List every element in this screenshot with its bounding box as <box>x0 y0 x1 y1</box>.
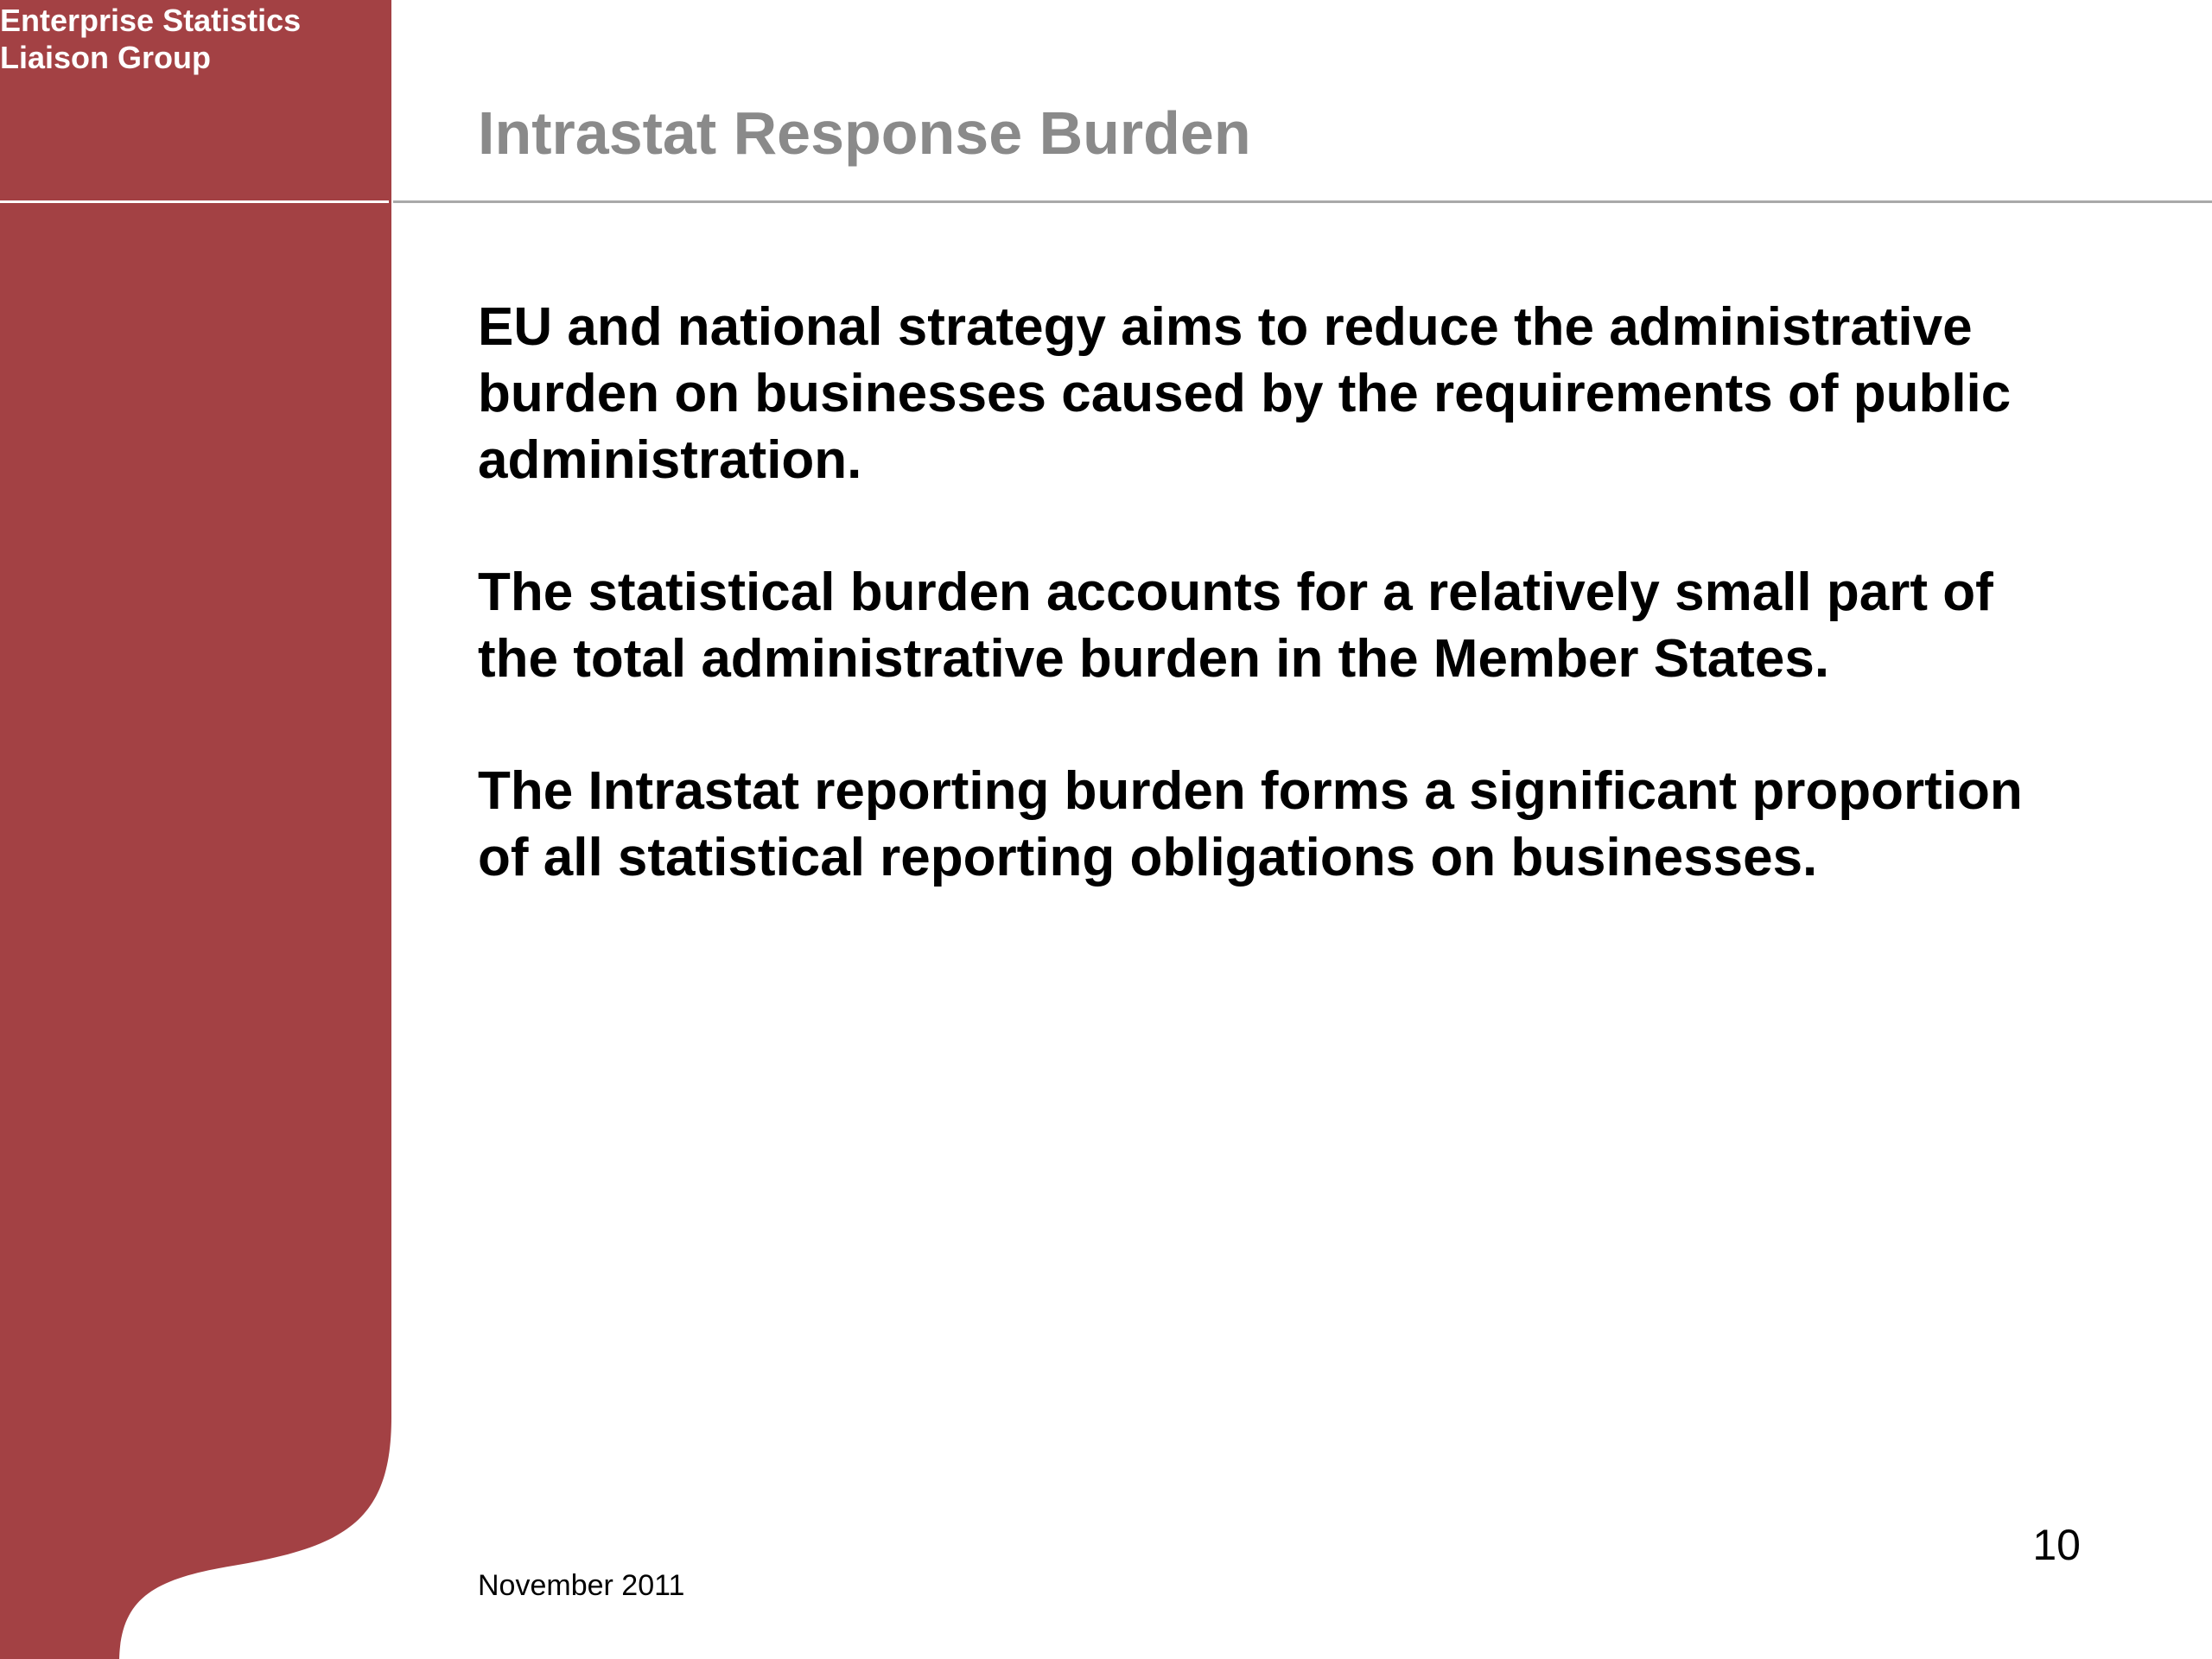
organization-name-line-1: Enterprise Statistics <box>0 3 302 38</box>
body-line: EU and national strategy aims to reduce the administrative <box>478 297 1973 357</box>
sidebar-shape <box>0 0 391 1659</box>
body-paragraph <box>478 758 2120 891</box>
title-divider <box>393 200 2212 203</box>
footer-date: November 2011 <box>478 1569 685 1602</box>
body-line: the total administrative burden in the Member States. <box>478 629 1830 689</box>
page-number: 10 <box>2032 1521 2081 1569</box>
body-line: The statistical burden accounts for a relatively small part of <box>478 563 1993 622</box>
slide-title: Intrastat Response Burden <box>478 99 1251 167</box>
organization-name <box>0 2 380 76</box>
body-paragraph <box>478 559 2120 692</box>
body-paragraph <box>478 294 2120 493</box>
sidebar-divider <box>0 200 389 203</box>
body-line: of all statistical reporting obligations on businesses. <box>478 828 1818 887</box>
slide-body <box>478 294 2120 957</box>
organization-name-line-2: Liaison Group <box>0 40 212 75</box>
body-line: burden on businesses caused by the requirements of public <box>478 364 2012 423</box>
body-line: The Intrastat reporting burden forms a significant proportion <box>478 761 2023 821</box>
body-line: administration. <box>478 430 862 490</box>
